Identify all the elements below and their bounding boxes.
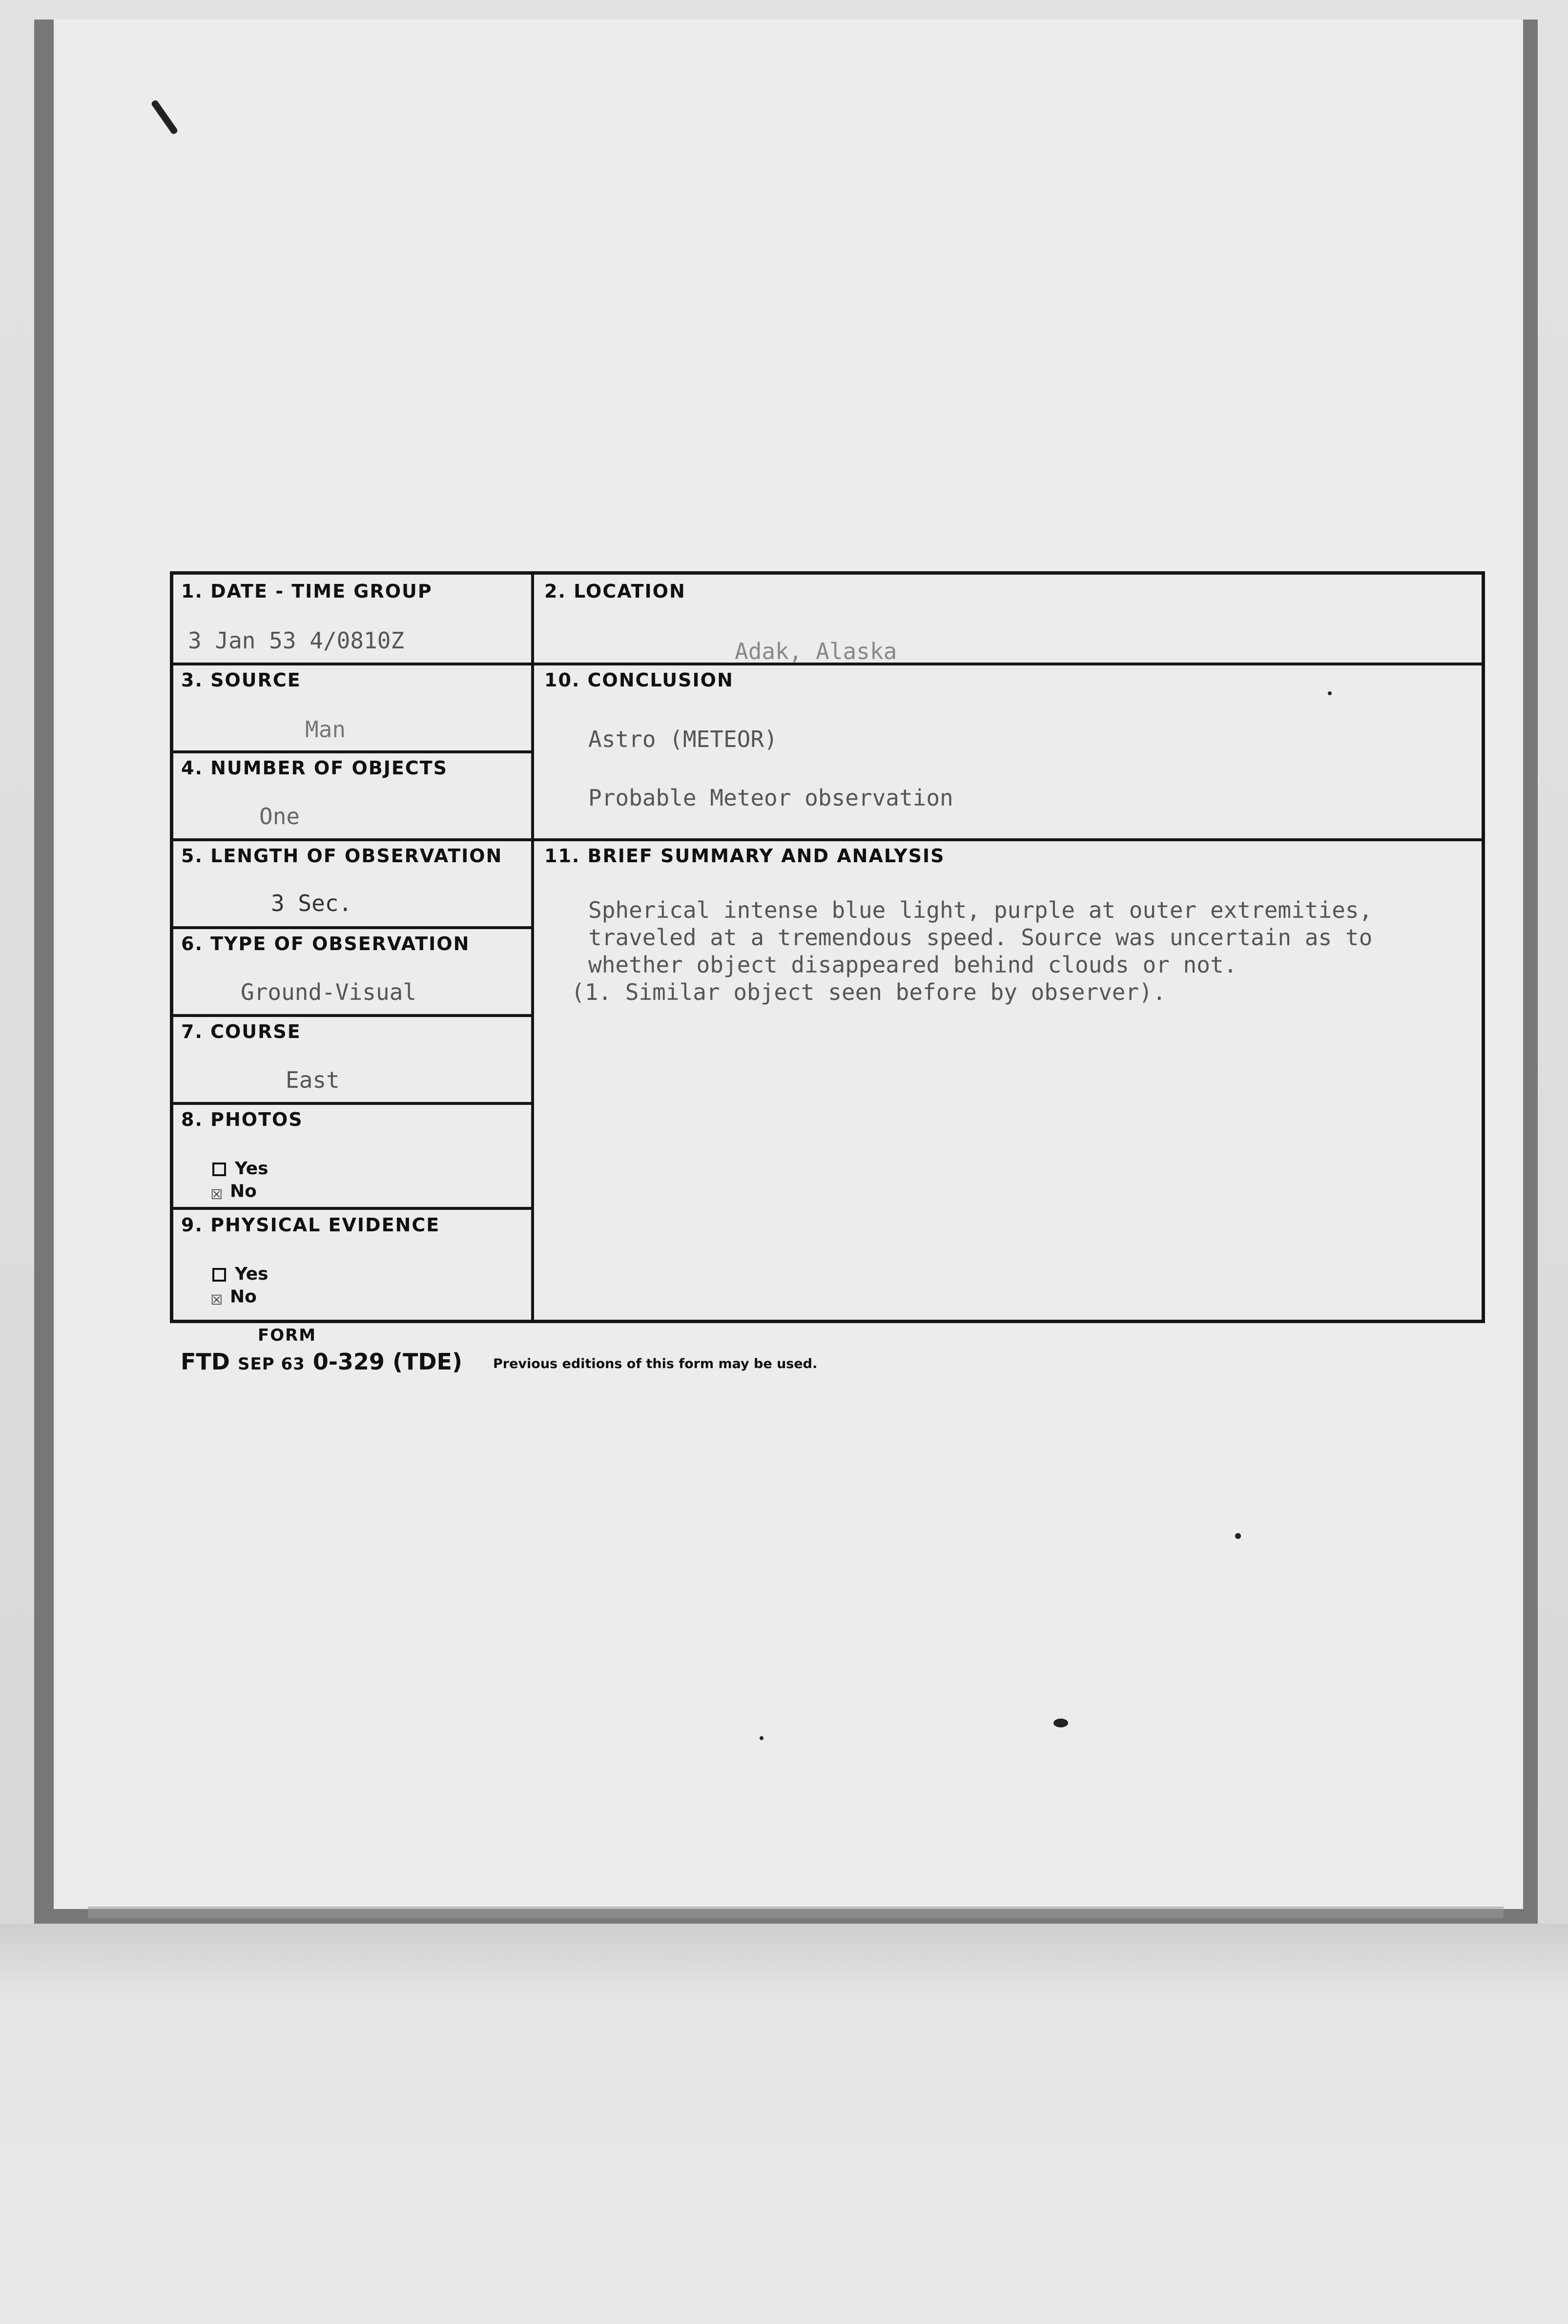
footer-form-id (181, 1349, 462, 1375)
date-time-group-value: 3 Jan 53 4/0810Z (188, 627, 405, 654)
photos-no-option (210, 1180, 257, 1204)
type-of-observation-value: Ground-Visual (241, 979, 417, 1005)
summary-line-4: (1. Similar object seen before by observer). (571, 979, 1166, 1005)
summary-line-2: traveled at a tremendous speed. Source was uncertain as to (588, 924, 1373, 951)
row-divider (173, 926, 531, 929)
paper-bottom-edge (88, 1907, 1504, 1918)
course-label: 7. COURSE (181, 1021, 301, 1042)
checkbox-icon (212, 1268, 226, 1282)
length-of-observation-label: 5. LENGTH OF OBSERVATION (181, 845, 503, 867)
physical-evidence-yes-option (212, 1264, 268, 1284)
column-divider (531, 575, 534, 1320)
checkbox-icon (212, 1162, 226, 1176)
physical-evidence-label: 9. PHYSICAL EVIDENCE (181, 1214, 440, 1236)
source-label: 3. SOURCE (181, 669, 301, 691)
row-divider (173, 1102, 531, 1105)
checked-box-icon: ☒ (210, 1286, 223, 1309)
summary-line-3: whether object disappeared behind clouds or not. (588, 952, 1238, 978)
row-divider (173, 1207, 531, 1210)
scan-lower-band (0, 1924, 1568, 2324)
photos-label: 8. PHOTOS (181, 1109, 303, 1130)
dust-speck (760, 1736, 763, 1740)
row-divider (173, 750, 531, 753)
row-divider (173, 1014, 531, 1017)
footer-org: FTD (181, 1349, 230, 1375)
dust-speck (1235, 1533, 1241, 1539)
footer-date-code: SEP 63 (238, 1354, 305, 1374)
footer-form-number: 0-329 (TDE) (312, 1349, 462, 1375)
length-of-observation-value: 3 Sec. (271, 890, 352, 916)
number-of-objects-value: One (259, 803, 300, 830)
physical-evidence-no-label: No (230, 1286, 257, 1307)
summary-line-1: Spherical intense blue light, purple at outer extremities, (588, 897, 1373, 923)
footer-note: Previous editions of this form may be used. (493, 1356, 818, 1371)
location-value: Adak, Alaska (735, 638, 897, 664)
photos-yes-option (212, 1159, 268, 1179)
physical-evidence-no-option (210, 1286, 257, 1309)
row-divider (173, 838, 1482, 841)
number-of-objects-label: 4. NUMBER OF OBJECTS (181, 757, 448, 779)
project-report-form (170, 571, 1485, 1323)
date-time-group-label: 1. DATE - TIME GROUP (181, 581, 433, 602)
course-value: East (286, 1067, 340, 1093)
source-value: Man (305, 716, 346, 743)
footer-form-label: FORM (258, 1326, 317, 1345)
conclusion-line-1: Astro (METEOR) (588, 726, 778, 752)
dust-speck (1053, 1719, 1068, 1727)
type-of-observation-label: 6. TYPE OF OBSERVATION (181, 933, 470, 954)
physical-evidence-yes-label: Yes (235, 1264, 268, 1284)
location-label: 2. LOCATION (544, 581, 686, 602)
brief-summary-label: 11. BRIEF SUMMARY AND ANALYSIS (544, 845, 945, 867)
photos-no-label: No (230, 1181, 257, 1202)
conclusion-line-2: Probable Meteor observation (588, 785, 953, 811)
conclusion-label: 10. CONCLUSION (544, 669, 734, 691)
photos-yes-label: Yes (235, 1159, 268, 1179)
checked-box-icon: ☒ (210, 1180, 223, 1204)
